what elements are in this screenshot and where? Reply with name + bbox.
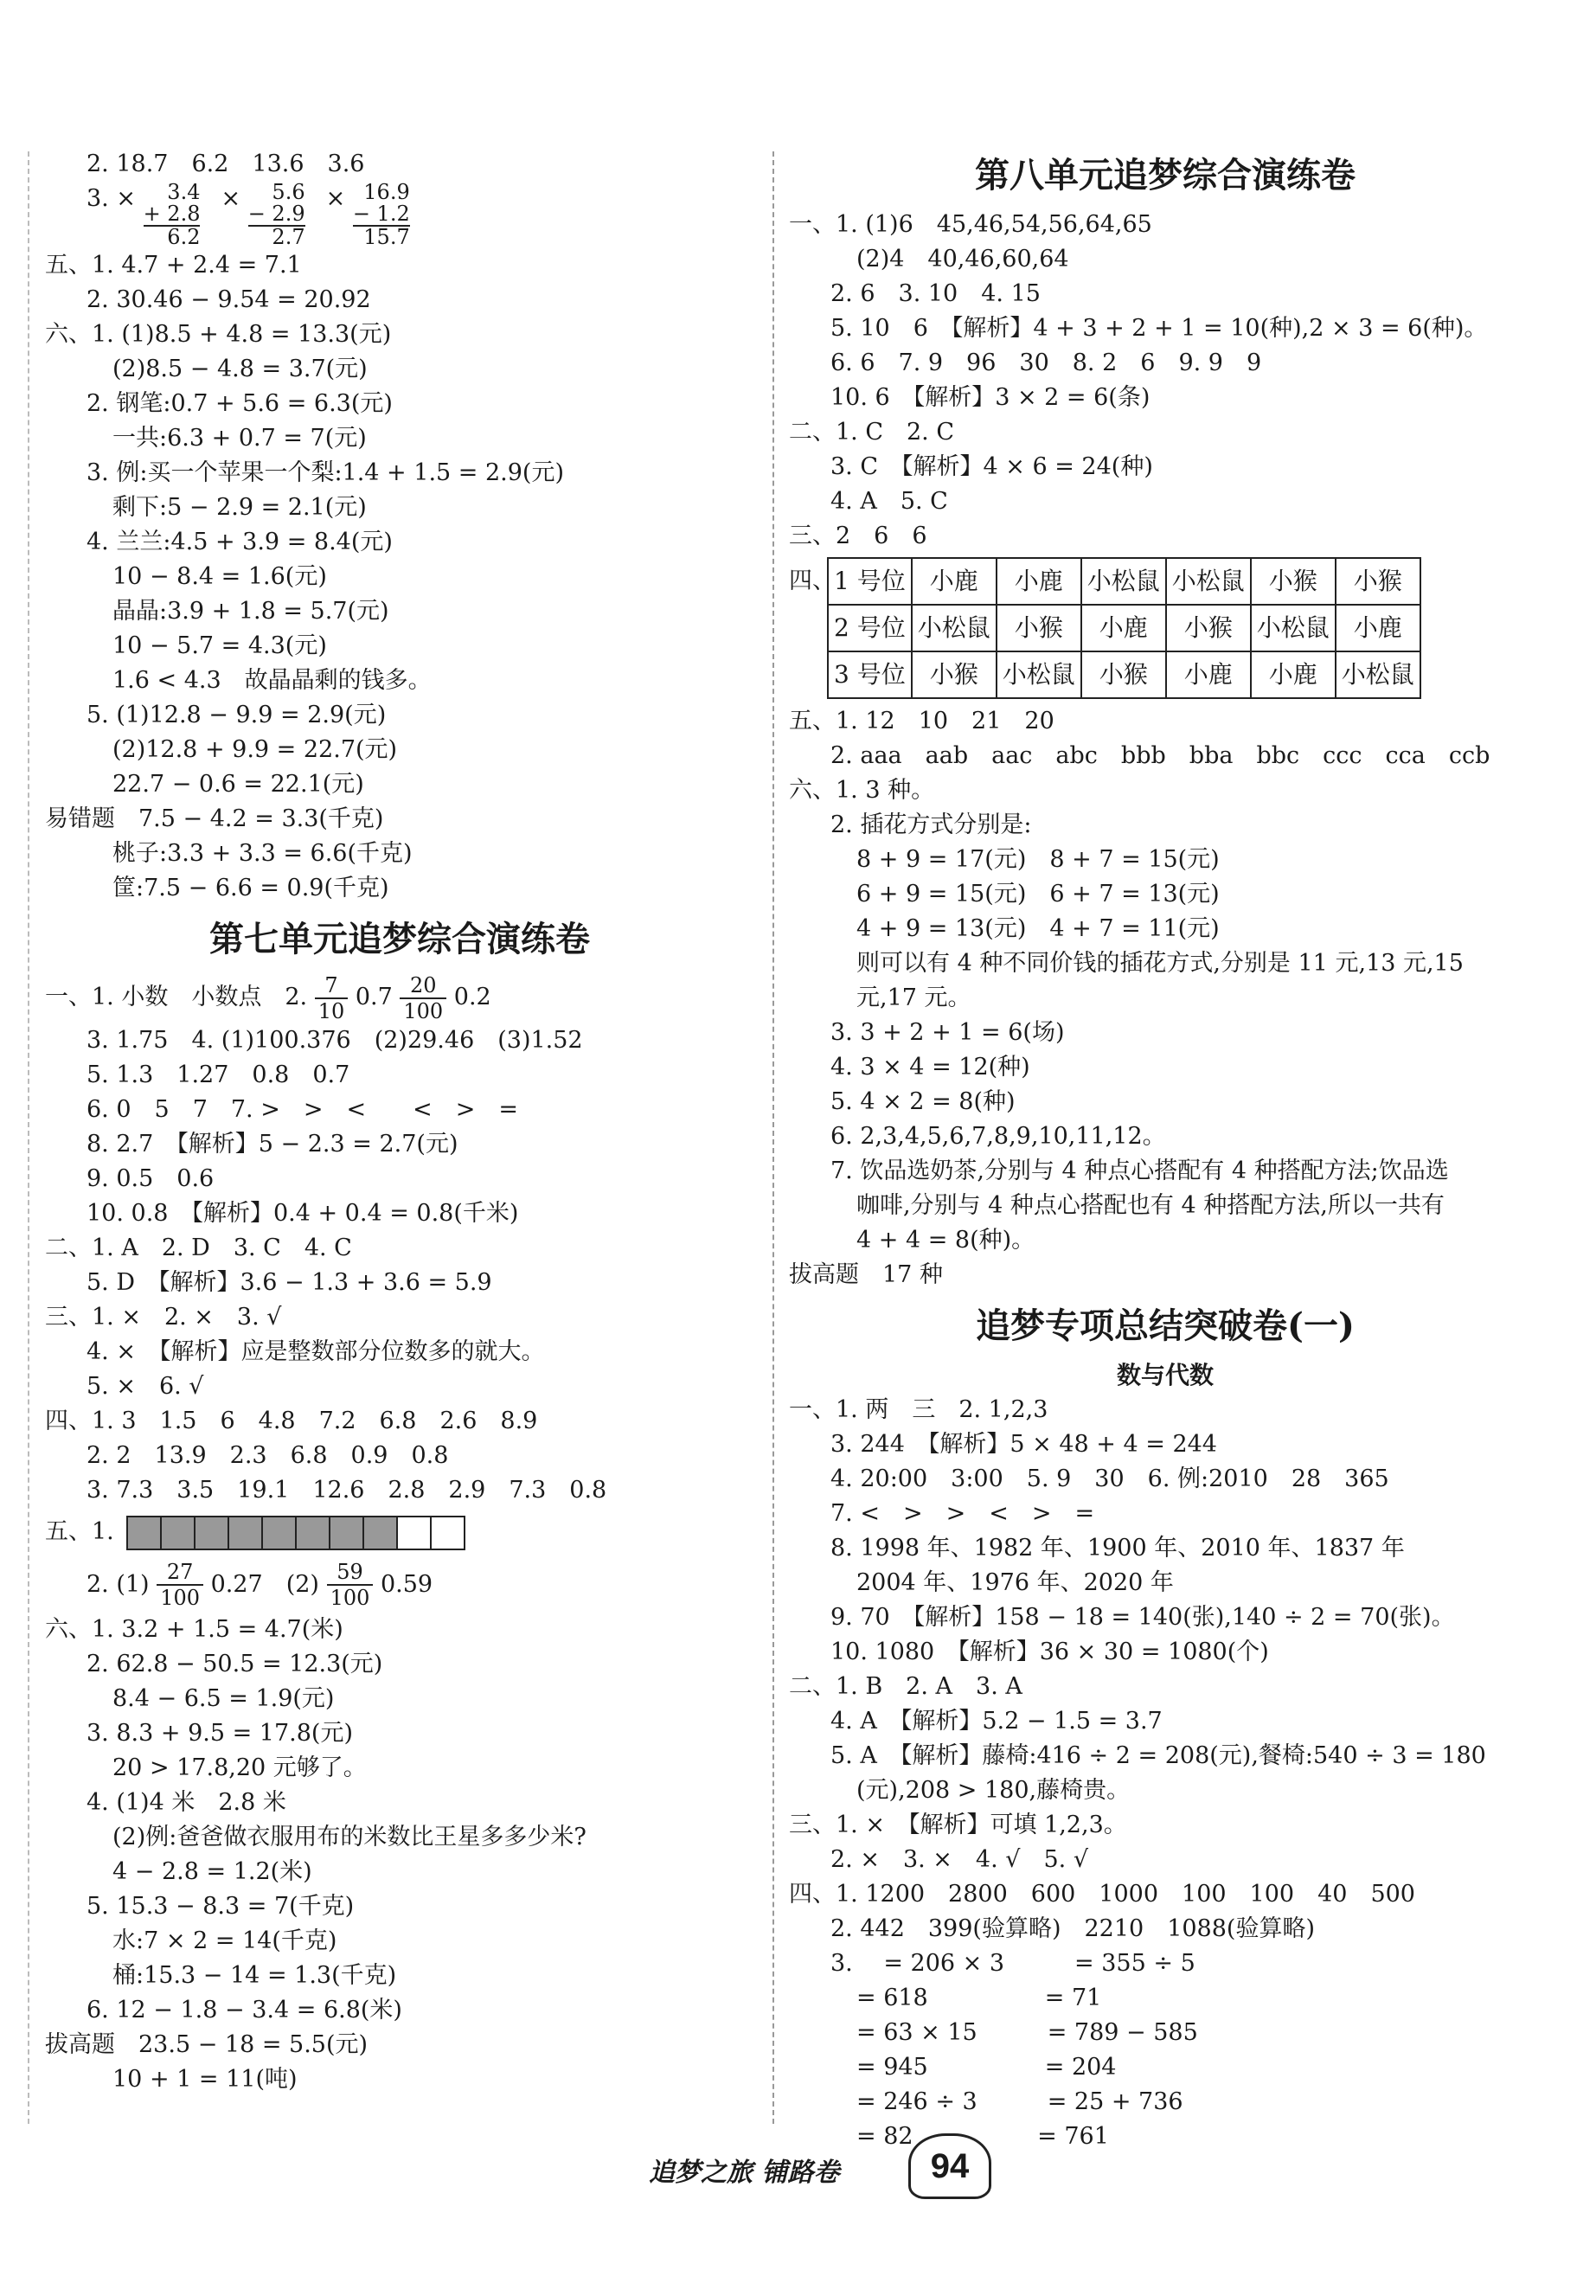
table-cell: 小鹿 <box>1081 605 1166 651</box>
answer-line: 晶晶:3.9 + 1.8 = 5.7(元) <box>112 598 389 625</box>
answer-line: 一共:6.3 + 0.7 = 7(元) <box>112 425 367 452</box>
answer-line: 4 + 4 = 8(种)。 <box>856 1227 1035 1254</box>
unit7-lines <box>45 1023 754 1508</box>
fraction: $\frac{20}{100}$ <box>400 973 446 1023</box>
answer-line: 易错题 7.5 − 4.2 = 3.3(千克) <box>45 805 384 832</box>
answer-line: = 63 × 15 = 789 − 585 <box>856 2019 1198 2046</box>
answer-line: 四、1. 1200 2800 600 1000 100 100 40 500 <box>789 1881 1415 1908</box>
answer-line: 10. 0.8 【解析】0.4 + 0.4 = 0.8(千米) <box>87 1200 519 1227</box>
answer-line: 剩下:5 − 2.9 = 2.1(元) <box>112 494 367 521</box>
table-cell: 小松鼠 <box>1081 558 1166 605</box>
vertical-calculation: 16.9 − 1.2 15.7 <box>352 180 410 249</box>
answer-line: 三、1. × 2. × 3. √ <box>45 1304 282 1331</box>
answer-line: 五、1. 12 10 21 20 <box>789 708 1054 734</box>
unit8-lines <box>789 208 1542 554</box>
answer-line: 四、1. 3 1.5 6 4.8 7.2 6.8 2.6 8.9 <box>45 1408 538 1434</box>
answer-line: 桃子:3.3 + 3.3 = 6.6(千克) <box>112 840 413 867</box>
answer-line: 六、1. (1)8.5 + 4.8 = 13.3(元) <box>45 321 392 348</box>
answer-line: 2. 442 399(验算略) 2210 1088(验算略) <box>830 1915 1315 1942</box>
answer-line: 10. 6 【解析】3 × 2 = 6(条) <box>830 384 1151 411</box>
table-cell: 小松鼠 <box>1336 651 1420 698</box>
answer-line: 二、1. B 2. A 3. A <box>789 1673 1022 1700</box>
vertical-calc-row <box>45 182 754 248</box>
answer-line: = 246 ÷ 3 = 25 + 736 <box>856 2088 1183 2115</box>
answer-line: 2. 18.7 6.2 13.6 3.6 <box>87 151 365 177</box>
answer-line: 六、1. 3.2 + 1.5 = 4.7(米) <box>45 1615 343 1643</box>
answer-line: 6. 12 − 1.8 − 3.4 = 6.8(米) <box>87 1996 402 2023</box>
table-cell: 小猴 <box>1081 651 1166 698</box>
left-column <box>45 147 754 2097</box>
answer-line: 4. 兰兰:4.5 + 3.9 = 8.4(元) <box>87 529 393 555</box>
answer-line: 8 + 9 = 17(元) 8 + 7 = 15(元) <box>856 846 1220 873</box>
answer-line: 9. 0.5 0.6 <box>87 1165 215 1192</box>
answer-line: (2)8.5 − 4.8 = 3.7(元) <box>112 356 368 382</box>
answer-line: 4. A 【解析】5.2 − 1.5 = 3.7 <box>830 1708 1163 1735</box>
table-cell: 小鹿 <box>1336 605 1420 651</box>
answer-line: 7. < > > < > = <box>830 1500 1095 1527</box>
answer-line: 2. aaa aab aac abc bbb bba bbc ccc cca ccb <box>830 742 1490 769</box>
table-cell: 小猴 <box>997 605 1081 651</box>
answer-line: (元),208 > 180,藤椅贵。 <box>856 1777 1131 1804</box>
bar-cell <box>430 1516 465 1550</box>
table-cell: 小猴 <box>1336 558 1420 605</box>
answer-line: 3. 8.3 + 9.5 = 17.8(元) <box>87 1719 353 1747</box>
answer-line: (2)4 40,46,60,64 <box>856 246 1069 273</box>
answer-line: 2. 2 13.9 2.3 6.8 0.9 0.8 <box>87 1442 449 1469</box>
answer-line: 6. 6 7. 9 96 30 8. 2 6 9. 9 9 <box>830 350 1262 376</box>
answer-line: 三、2 6 6 <box>789 523 927 549</box>
bar-cell <box>126 1516 162 1550</box>
answer-line: 2. 钢笔:0.7 + 5.6 = 6.3(元) <box>87 390 393 417</box>
answer-line: 20 > 17.8,20 元够了。 <box>112 1754 367 1781</box>
left-lines-top <box>45 147 754 182</box>
answer-line: 三、1. × 【解析】可填 1,2,3。 <box>789 1812 1127 1838</box>
table-row <box>828 651 1420 698</box>
bar-cell <box>194 1516 229 1550</box>
table-cell: 小松鼠 <box>1166 558 1251 605</box>
bar-cell <box>295 1516 330 1550</box>
answer-line: 3. C 【解析】4 × 6 = 24(种) <box>830 453 1153 480</box>
answer-line: 3. 244 【解析】5 × 48 + 4 = 244 <box>830 1431 1217 1458</box>
answer-line: 拔高题 23.5 − 18 = 5.5(元) <box>45 2030 369 2058</box>
seat-arrangement-table <box>827 557 1421 699</box>
answer-line: 2. × 3. × 4. √ 5. √ <box>830 1846 1089 1873</box>
answer-line: 则可以有 4 种不同价钱的插花方式,分别是 11 元,13 元,15 <box>856 950 1464 977</box>
answer-line: 10 + 1 = 11(吨) <box>112 2065 298 2093</box>
shaded-decimal-bar <box>128 1509 465 1557</box>
answer-line: 5. 15.3 − 8.3 = 7(千克) <box>87 1892 355 1920</box>
bar-cell <box>362 1516 398 1550</box>
answer-line: 5. A 【解析】藤椅:416 ÷ 2 = 208(元),餐椅:540 ÷ 3 = 180 <box>830 1742 1486 1769</box>
table-cell: 小猴 <box>912 651 997 698</box>
left-lines-mid <box>45 248 754 906</box>
bar-cell <box>228 1516 263 1550</box>
answer-line: = 82 = 761 <box>856 2123 1109 2150</box>
vertical-calculation: 5.6 − 2.9 2.7 <box>247 180 305 249</box>
special-lines <box>789 1393 1542 2154</box>
fraction: $\frac{7}{10}$ <box>315 973 349 1023</box>
table-cell: 小鹿 <box>1251 651 1336 698</box>
shaded-bar-row: 五、1. <box>45 1508 754 1557</box>
answer-line: 8. 2.7 【解析】5 − 2.3 = 2.7(元) <box>87 1131 458 1158</box>
right-column <box>789 145 1542 2154</box>
table-cell: 小猴 <box>1251 558 1336 605</box>
answer-line: 10 − 5.7 = 4.3(元) <box>112 632 327 659</box>
answer-line: 拔高题 17 种 <box>789 1261 943 1288</box>
answer-line: 5. 4 × 2 = 8(种) <box>830 1088 1016 1115</box>
bar-cell <box>160 1516 195 1550</box>
vertical-calcs: 3.4 + 2.8 6.2 × 5.6 − 2.9 2.7 × 16.9 − 1.2 15.7 <box>143 180 410 249</box>
answer-line: 4. 3 × 4 = 12(种) <box>830 1054 1030 1081</box>
answer-line: 咖啡,分别与 4 种点心搭配也有 4 种搭配方法,所以一共有 <box>856 1192 1445 1219</box>
answer-line: 2004 年、1976 年、2020 年 <box>856 1569 1174 1596</box>
answer-line: 筐:7.5 − 6.6 = 0.9(千克) <box>112 875 389 901</box>
answer-line: 8.4 − 6.5 = 1.9(元) <box>112 1684 335 1712</box>
answer-line: = 945 = 204 <box>856 2054 1117 2081</box>
answer-line: 元,17 元。 <box>856 984 971 1011</box>
special-subtitle: 数与代数 <box>1116 1361 1214 1389</box>
answer-line: 水:7 × 2 = 14(千克) <box>112 1927 337 1954</box>
answer-line: 10 − 8.4 = 1.6(元) <box>112 563 327 590</box>
page-number: 94 <box>908 2133 991 2199</box>
answer-line: 5. (1)12.8 − 9.9 = 2.9(元) <box>87 702 387 728</box>
answer-line: 2. 30.46 − 9.54 = 20.92 <box>87 286 371 313</box>
table-cell: 小松鼠 <box>912 605 997 651</box>
answer-line: 4. 20:00 3:00 5. 9 30 6. 例:2010 28 365 <box>830 1465 1389 1492</box>
special-title: 追梦专项总结突破卷(一) <box>976 1305 1355 1346</box>
table-row <box>828 558 1420 605</box>
answer-line: 9. 70 【解析】158 − 18 = 140(张),140 ÷ 2 = 70(张)。 <box>830 1604 1455 1631</box>
table-cell: 1 号位 <box>828 558 912 605</box>
vertical-calculation: 3.4 + 2.8 6.2 <box>143 180 201 249</box>
unit8-tail-lines <box>789 704 1542 1292</box>
answer-line: 4 + 9 = 13(元) 4 + 7 = 11(元) <box>856 915 1220 942</box>
answer-line: 3. 7.3 3.5 19.1 12.6 2.8 2.9 7.3 0.8 <box>87 1477 607 1504</box>
answer-line: 4. × 【解析】应是整数部分位数多的就大。 <box>87 1338 545 1365</box>
table-cell: 小猴 <box>1166 605 1251 651</box>
answer-line: 3. 例:买一个苹果一个梨:1.4 + 1.5 = 2.9(元) <box>87 459 564 486</box>
answer-line: 5. D 【解析】3.6 − 1.3 + 3.6 = 5.9 <box>87 1269 492 1296</box>
answer-line: 二、1. A 2. D 3. C 4. C <box>45 1235 352 1261</box>
unit7-tail-lines <box>45 1613 754 2097</box>
answer-line: 4. (1)4 米 2.8 米 <box>87 1788 286 1816</box>
answer-line: 4 − 2.8 = 1.2(米) <box>112 1857 312 1885</box>
table-cell: 3 号位 <box>828 651 912 698</box>
answer-line: 5. × 6. √ <box>87 1373 204 1400</box>
bar-cell <box>261 1516 297 1550</box>
answer-line: 8. 1998 年、1982 年、1900 年、2010 年、1837 年 <box>830 1535 1405 1562</box>
answer-line: 3. 1.75 4. (1)100.376 (2)29.46 (3)1.52 <box>87 1027 583 1054</box>
fraction-row: 2. (1) $\frac{27}{100}$ 0.27 (2) $\frac{59}{100}$ 0.59 <box>87 1560 433 1610</box>
answer-line: 10. 1080 【解析】36 × 30 = 1080(个) <box>830 1639 1269 1665</box>
answer-line: 6. 2,3,4,5,6,7,8,9,10,11,12。 <box>830 1123 1166 1150</box>
answer-line: 二、1. C 2. C <box>789 419 955 446</box>
answer-line: 桶:15.3 − 14 = 1.3(千克) <box>112 1961 397 1989</box>
answer-line: 7. 饮品选奶茶,分别与 4 种点心搭配有 4 种搭配方法;饮品选 <box>830 1158 1449 1184</box>
answer-line: 2. 插花方式分别是: <box>830 811 1032 838</box>
answer-line: 5. 10 6 【解析】4 + 3 + 2 + 1 = 10(种),2 × 3 = 6(种)。 <box>830 315 1488 342</box>
answer-line: 2. 62.8 − 50.5 = 12.3(元) <box>87 1650 383 1677</box>
answer-line: 2. 6 3. 10 4. 15 <box>830 280 1041 307</box>
answer-line: 六、1. 3 种。 <box>789 777 935 804</box>
table-cell: 小松鼠 <box>997 651 1081 698</box>
answer-line: 1.6 < 4.3 故晶晶剩的钱多。 <box>112 667 432 694</box>
table-cell: 小鹿 <box>997 558 1081 605</box>
column-separator <box>772 151 774 2124</box>
answer-line: 一、1. (1)6 45,46,54,56,64,65 <box>789 211 1152 238</box>
unit8-title: 第八单元追梦综合演练卷 <box>975 155 1356 196</box>
fraction: $\frac{59}{100}$ <box>327 1560 374 1610</box>
seat-table-row: 四、 1 号位 小鹿 小鹿 小松鼠 小松鼠 小猴 小猴 2 号位 小松鼠 小猴 小鹿 小猴 小松鼠 小鹿 3 号位 小猴 小松鼠 小猴 小鹿 小鹿 小松鼠 <box>789 557 1542 699</box>
table-cell: 小鹿 <box>1166 651 1251 698</box>
table-cell: 2 号位 <box>828 605 912 651</box>
answer-line: 五、1. 4.7 + 2.4 = 7.1 <box>45 252 302 279</box>
left-margin-dashes <box>28 151 29 2124</box>
table-row <box>828 605 1420 651</box>
answer-line: (2)12.8 + 9.9 = 22.7(元) <box>112 736 398 763</box>
unit7-title: 第七单元追梦综合演练卷 <box>209 919 590 959</box>
answer-line: 6. 0 5 7 7. > > < < > = <box>87 1096 518 1123</box>
answer-line: 3. = 206 × 3 = 355 ÷ 5 <box>830 1950 1195 1977</box>
calc-label: 3. × <box>87 185 136 212</box>
table-cell: 小松鼠 <box>1251 605 1336 651</box>
unit7-first-line: 一、1. 小数 小数点 2. $\frac{7}{10}$ 0.7 $\frac{20}{100}$ 0.2 <box>45 972 491 1023</box>
answer-line: 5. 1.3 1.27 0.8 0.7 <box>87 1061 350 1088</box>
answer-line: 22.7 − 0.6 = 22.1(元) <box>112 771 364 798</box>
bar-cell <box>396 1516 432 1550</box>
answer-line: 6 + 9 = 15(元) 6 + 7 = 13(元) <box>856 881 1220 907</box>
fraction: $\frac{27}{100}$ <box>157 1560 203 1610</box>
bar-cell <box>329 1516 364 1550</box>
answer-line: 3. 3 + 2 + 1 = 6(场) <box>830 1019 1065 1046</box>
table-cell: 小鹿 <box>912 558 997 605</box>
answer-line: 4. A 5. C <box>830 488 948 515</box>
answer-line: (2)例:爸爸做衣服用布的米数比王星多多少米? <box>112 1823 586 1850</box>
answer-line: 一、1. 两 三 2. 1,2,3 <box>789 1396 1048 1423</box>
footer <box>649 2133 1012 2203</box>
brand-logo: 追梦之旅 铺路卷 <box>649 2158 840 2188</box>
answer-line: = 618 = 71 <box>856 1985 1102 2011</box>
